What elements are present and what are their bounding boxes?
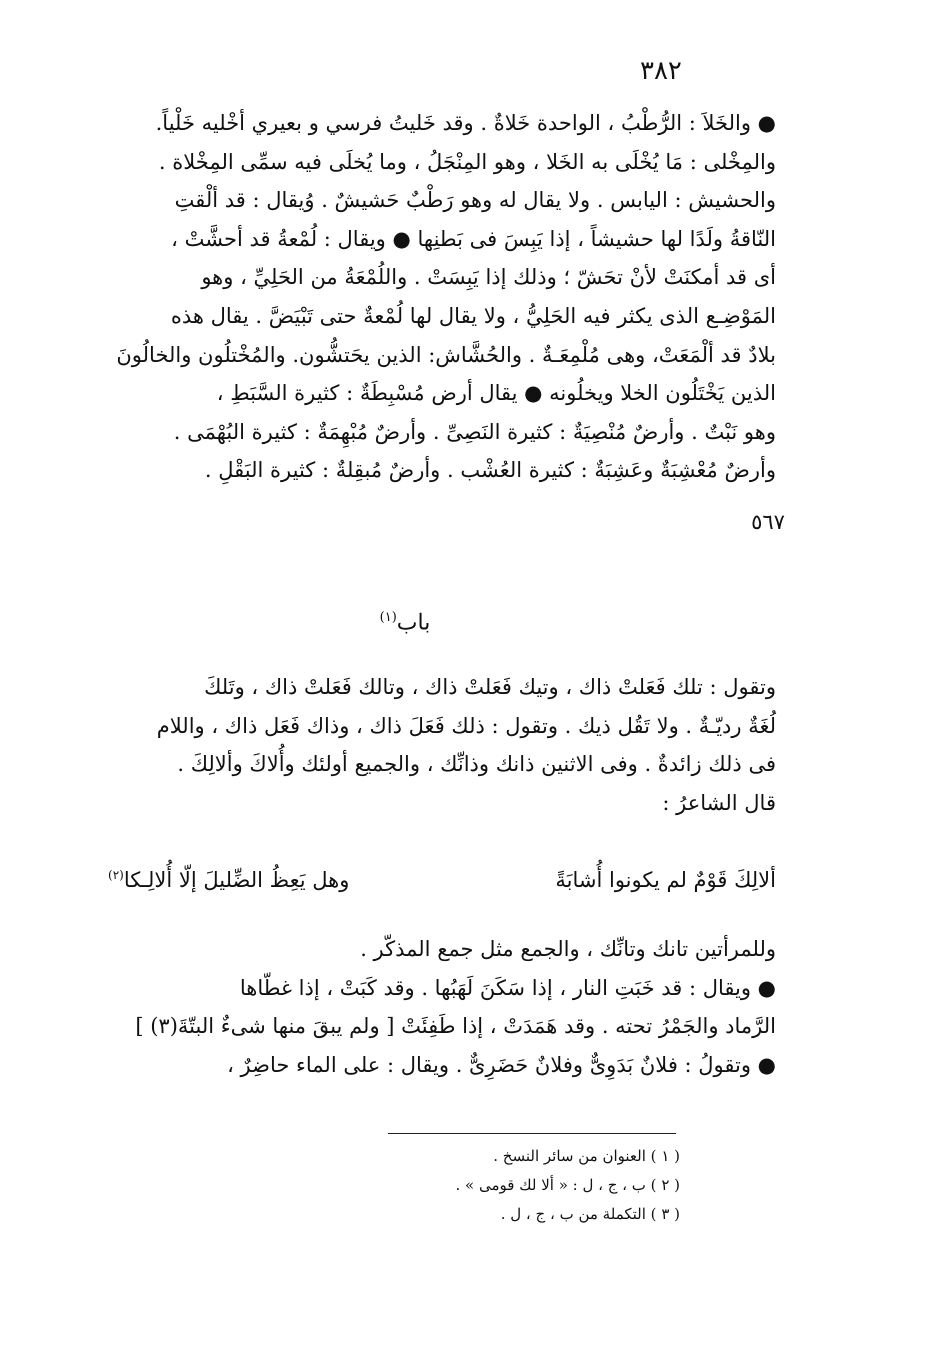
text-line: بلادٌ قد ألْمَعَتْ، وهى مُلْمِعَـةٌ . والحُشَّاش: الذين يحَتشُّون. والمُخْتلُون والخالُونَ [116, 342, 776, 367]
entry-block-fire [108, 930, 776, 1084]
footnotes [380, 1142, 680, 1229]
text-line: المَوْضِـع الذى يكثر فيه الحَلِيُّ ، ولا يقال لها لُمْعةٌ حتى تَبْيَضَّ . يقال هذه [170, 303, 776, 328]
text-line: والمِخْلى : مَا يُخْلَى به الخَلا ، وهو المِنْجَلُ ، وما يُخلَى فيه سمِّى المِخْلاة . [158, 149, 776, 174]
footnote: ( ١ ) العنوان من سائر النسخ . [493, 1147, 680, 1165]
entry-block-demonstratives [108, 668, 776, 822]
footnote: ( ٣ ) التكملة من ب ، ج ، ل . [500, 1205, 680, 1223]
text-line: وتقول : تلك فَعَلتْ ذاك ، وتيك فَعَلتْ ذاك ، وتالك فَعَلتْ ذاك ، وتَلكَ [204, 675, 776, 699]
heading-text: باب [396, 610, 431, 636]
verse-second-text: وهل يَعِظُ الضِّليلَ إلّا أُلالِـكا [123, 868, 350, 892]
text-line: النّاقةُ ولَدًا لها حشيشاً ، إذا يَبِسَ فى بَطنِها ● ويقال : لُمْعةُ قد أحشَّتْ ، [171, 226, 776, 251]
poetry-verse [108, 868, 776, 892]
text-line: لُغَةٌ رديّـةٌ . ولا تَقُل ذيك . وتقول : ذلك فَعَلَ ذاك ، وذاك فَعَل ذاك ، واللام [156, 713, 776, 738]
text-line: ● ويقال : قد خَبَتِ النار ، إذا سَكَنَ لَهَبُها . وقد كَبَتْ ، إذا غطّاها [239, 975, 776, 1000]
entry-block-plants [108, 104, 776, 490]
text-line: ● والخَلاَ : الرُّطْبُ ، الواحدة خَلاةٌ . وقد خَليتُ فرسي و بعيري أخْليه خَلْياً. [155, 111, 776, 135]
margin-number: ٥٦٧ [751, 510, 785, 534]
text-line: وهو نَبْتٌ . وأرضٌ مُنْصِيَةٌ : كثيرة النَصِىِّ . وأرضٌ مُبْهِمَةٌ : كثيرة البُهْمَى . [173, 419, 776, 444]
footnote-separator [388, 1133, 676, 1134]
text-line: أى قد أمكنَتْ لأنْ تحَشّ ؛ وذلك إذا يَبِسَتْ . واللُمْعَةُ من الحَلِيِّ ، وهو [201, 265, 776, 290]
text-line: والحشيش : اليابس . ولا يقال له وهو رَطْبٌ حَشيشٌ . وُيقال : قد ألْقتِ [174, 188, 776, 213]
text-line: ● وتقولُ : فلانٌ بَدَوِىٌّ وفلانٌ حَضَرِىٌّ . ويقال : على الماء حاضِرٌ ، [227, 1052, 776, 1077]
chapter-heading [330, 610, 480, 635]
text-line: فى ذلك زائدةٌ . وفى الاثنين ذانك وذانِّك ، والجميع أولئك وأُلاكَ وألالِكَ . [177, 752, 776, 777]
text-line: الرَّماد والجَمْرُ تحته . وقد هَمَدَتْ ، إذا طَفِئَتْ [ ولم يبقَ منها شىءٌ البتّةَ(٣) ] [135, 1014, 776, 1039]
text-line: وأرضٌ مُعْشِبَةٌ وعَشِبَةٌ : كثيرة العُشْب . وأرضٌ مُبقِلةٌ : كثيرة البَقْلِ . [204, 458, 776, 483]
heading-footnote-ref: (١) [379, 610, 397, 625]
footnote: ( ٢ ) ب ، ج ، ل : « ألا لك قومى » . [455, 1176, 680, 1194]
verse-footnote-ref: (٢) [108, 868, 124, 882]
page-number: ٣٨٢ [640, 56, 682, 86]
text-line: الذين يَخْتَلُون الخلا ويخلُونه ● يقال أرض مُسْبِطَةٌ : كثيرة السَّبَطِ ، [216, 381, 776, 406]
text-line: وللمرأتين تانك وتانِّك ، والجمع مثل جمع المذكّر . [360, 937, 776, 961]
verse-second-hemistich [108, 868, 349, 892]
verse-first-hemistich: ألالِكَ قَوْمٌ لم يكونوا أُشابَةً [555, 868, 776, 892]
text-line: قال الشاعرُ : [662, 790, 776, 815]
